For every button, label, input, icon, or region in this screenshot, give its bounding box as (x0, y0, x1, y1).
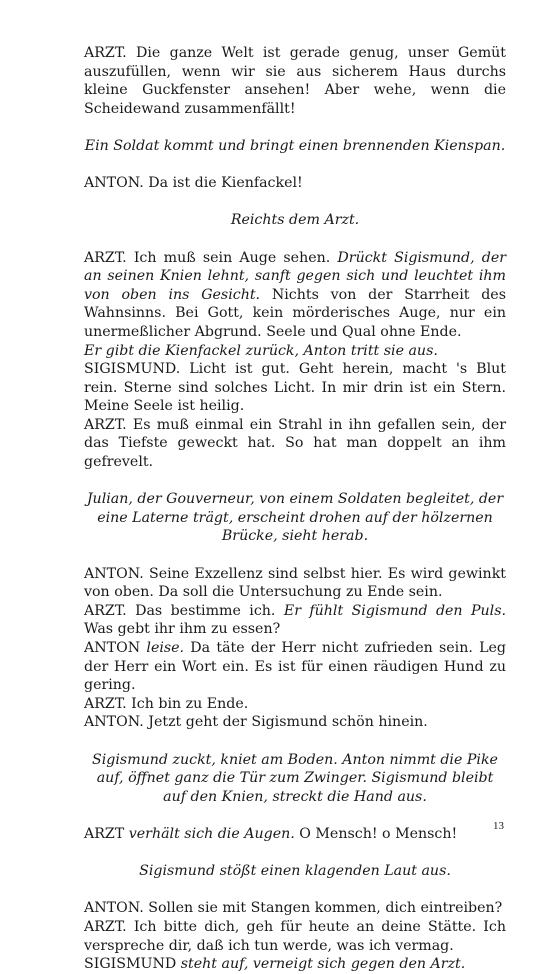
speech-anton-2: ANTON. Seine Exzellenz sind selbst hier. Es wird gewinkt von oben. Da soll die Untersuchung zu Ende sein. (84, 565, 506, 601)
stage-direction-2: Reichts dem Arzt. (230, 212, 360, 229)
speech-anton-1: ANTON. Da ist die Kienfackel! (84, 175, 303, 192)
speech-arzt-5: ARZT. Ich bin zu Ende. (84, 695, 249, 712)
speaker-name: ARZT (84, 825, 129, 842)
inline-direction-line (84, 342, 506, 361)
speech-arzt-1: ARZT. Die ganze Welt ist gerade genug, unser Gemüt auszufüllen, wenn wir sie aus sicherem Haus durchs kleine Guckfenster ansehen! Aber wehe, wenn die Scheidewand zusammenfällt! (84, 45, 506, 117)
stage-direction-1: Ein Soldat kommt und bringt einen brennenden Kienspan. (84, 137, 506, 154)
speech-text: ARZT. Ich muß sein Auge sehen. (84, 249, 338, 266)
speaker-name: ANTON (84, 640, 147, 656)
page-text (84, 44, 506, 974)
speech-arzt-4 (84, 602, 506, 639)
speech-sigismund-2 (84, 955, 506, 974)
speech-anton-5: ANTON. Sollen sie mit Stangen kommen, dich eintreiben? (84, 900, 503, 917)
speaker-name: SIGISMUND (84, 956, 181, 973)
speech-arzt-2 (84, 249, 506, 342)
inline-direction: verhält sich die Augen. (128, 825, 295, 842)
stage-direction-4: Sigismund zuckt, kniet am Boden. Anton nimmt die Pike auf, öffnet ganz die Tür zum Zwinger. Sigismund bleibt auf den Knien, streckt die Hand aus. (92, 751, 498, 805)
page-number: 13 (493, 820, 504, 832)
speech-text: Da täte der Herr nicht zufrieden sein. Leg der Herr ein Wort ein. Es ist für einen räudigen Hund zu gering. (84, 640, 506, 694)
speech-text: ARZT. Das bestimme ich. (84, 602, 284, 619)
stage-direction-5: Sigismund stößt einen klagenden Laut aus. (139, 863, 451, 880)
stage-direction-3: Julian, der Gouverneur, von einem Soldaten begleitet, der eine Laterne trägt, erscheint drohen auf der hölzernen Brücke, sieht herab. (86, 491, 504, 545)
inline-direction: Er gibt die Kienfackel zurück, Anton tritt sie aus. (84, 342, 438, 359)
inline-direction: Drückt Sigismund, der an seinen Knien lehnt, sanft gegen sich und leuchtet ihm von oben ins Gesicht. (84, 249, 507, 303)
speech-arzt-3: ARZT. Es muß einmal ein Strahl in ihn gefallen sein, der das Tiefste geweckt hat. So hat man doppelt an ihm gefrevelt. (84, 416, 506, 471)
speech-anton-4: ANTON. Jetzt geht der Sigismund schön hinein. (84, 714, 428, 731)
speech-text: Was gebt ihr ihm zu essen? (84, 621, 281, 638)
speech-sigismund-1: SIGISMUND. Licht ist gut. Geht herein, macht 's Blut rein. Sterne sind solches Licht. In mir drin ist ein Stern. Meine Seele ist heilig. (84, 361, 506, 415)
speech-anton-3 (84, 639, 506, 695)
speech-text: O Mensch! o Mensch! (294, 825, 458, 842)
speech-arzt-7: ARZT. Ich bitte dich, geh für heute an deine Stätte. Ich verspreche dir, daß ich tun werde, was ich vermag. (84, 918, 506, 954)
inline-direction: Er fühlt Sigismund den Puls. (283, 602, 506, 619)
inline-direction: leise. (146, 640, 185, 656)
speech-text: Nichts von der Starrheit des Wahnsinns. Bei Gott, kein mörderisches Auge, nur ein unermeßlicher Abgrund. Seele und Qual ohne Ende. (84, 286, 506, 340)
inline-direction: steht auf, verneigt sich gegen den Arzt. (180, 956, 466, 973)
speech-arzt-6 (84, 825, 506, 844)
